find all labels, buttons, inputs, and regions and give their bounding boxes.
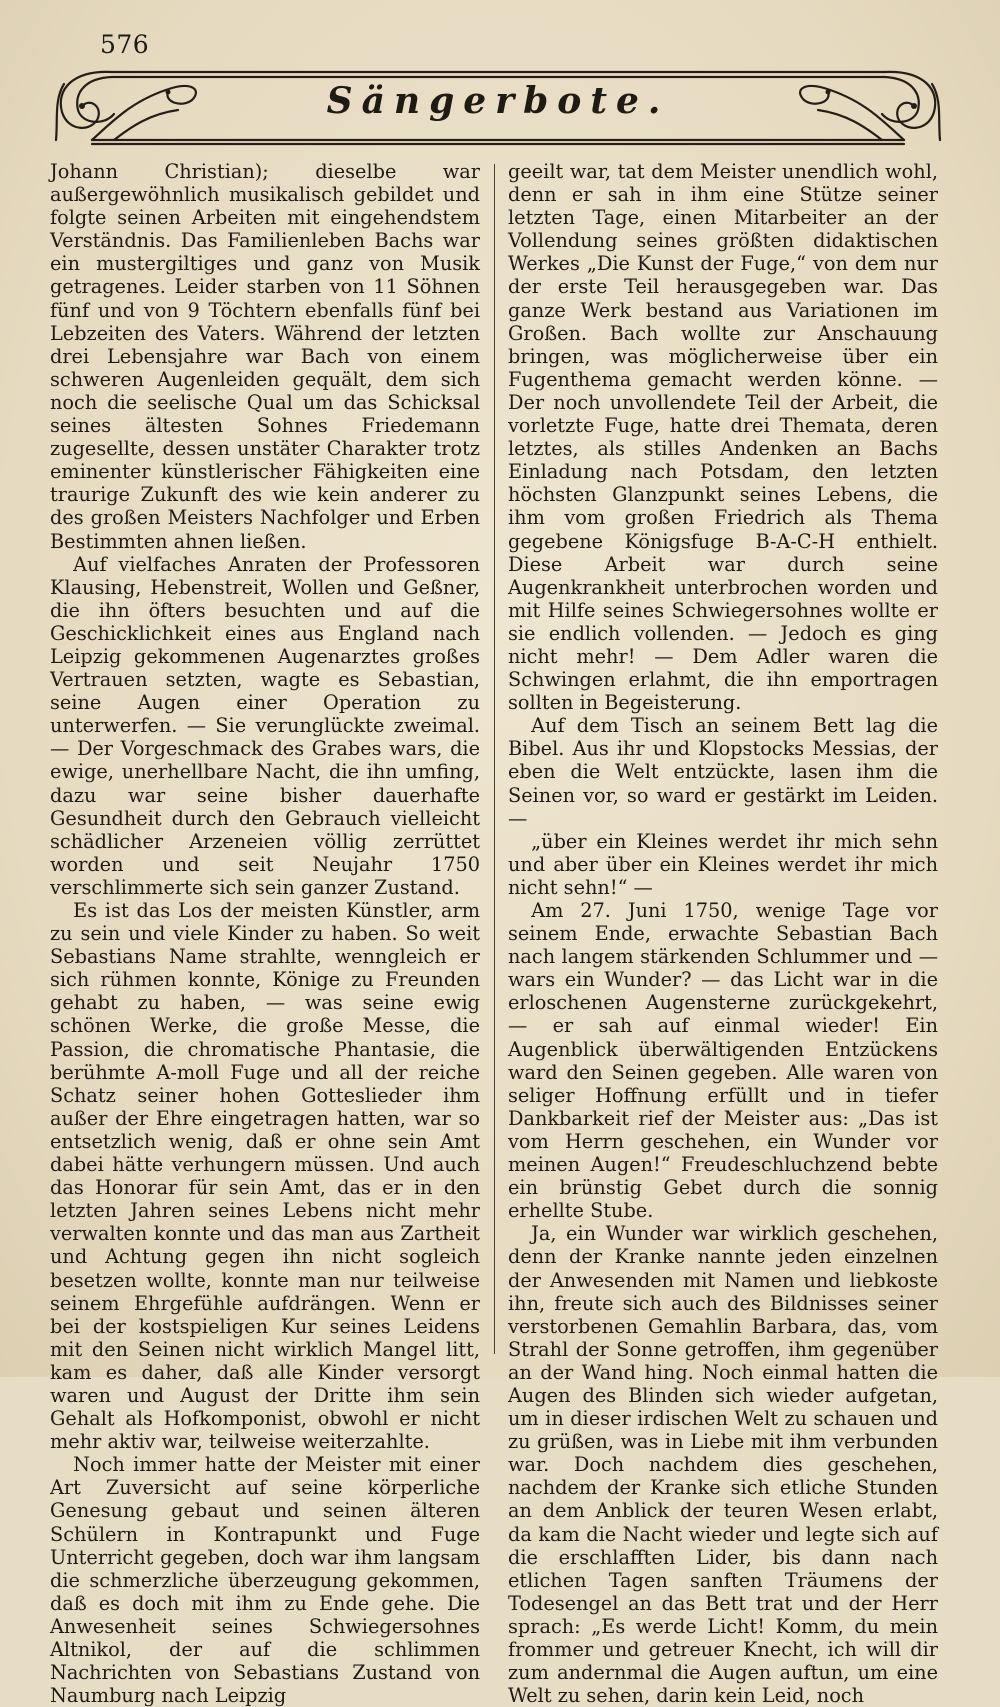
paragraph: Ja, ein Wunder war wirklich geschehen, denn der Kranke nannte jeden einzelnen der Anwesenden mit Namen und liebkoste ihn, freute sich auch des Bildnisses seiner verstorbenen Gemahlin Barbara, das, vom Strahl der Sonne getroffen, ihm gegenüber an der Wand hing. Noch einmal hatten die Augen des Blinden sich wieder aufgetan, um in dieser irdischen Welt zu schauen und zu grüßen, was in Liebe mit ihm verbunden war. Doch nachdem dies geschehen, nachdem der Kranke sich etliche Stunden an dem Anblick der teuren Wesen erlabt, da kam die Nacht wieder und legte sich auf die erschlafften Lider, bis dann nach etlichen Tagen sanften Träumens der Todesengel an das Bett trat und der Herr sprach: „Es werde Licht! Komm, du mein frommer und getreuer Knecht, ich will dir zum andernmal die Augen auftun, um eine Welt zu sehen, darin kein Leid, noch: [508, 1222, 938, 1707]
paragraph: Es ist das Los der meisten Künstler, arm zu sein und viele Kinder zu haben. So weit Sebastians Name strahlte, wenngleich er sich rühmen konnte, Könige zu Freunden gehabt zu haben, — was seine ewig schönen Werke, die große Messe, die Passion, die chromatische Phantasie, die berühmte A-moll Fuge und all der reiche Schatz seiner hohen Gotteslieder ihm außer der Ehre eingetragen hatten, war so entsetzlich wenig, daß er ohne sein Amt dabei hätte verhungern müssen. Und auch das Honorar für sein Amt, das er in den letzten Jahren seines Lebens nicht mehr verwalten konnte und das man aus Zartheit und Achtung gegen ihn nicht sogleich besetzen wollte, konnte man nur teilweise seinem Ehrgefühle aufdrängen. Wenn er bei der kostspieligen Kur seines Leidens mit den Seinen nicht wirklich Mangel litt, kam es daher, daß alle Kinder versorgt waren und August der Dritte ihm sein Gehalt als Hofkomponist, obwohl er nicht mehr aktiv war, teilweise weiterzahlte.: [50, 899, 480, 1454]
left-column: [50, 160, 480, 1707]
column-divider: [494, 164, 495, 1354]
paragraph: Am 27. Juni 1750, wenige Tage vor seinem Ende, erwachte Sebastian Bach nach langem stärkenden Schlummer und — wars ein Wunder? — das Licht war in die erloschenen Augensterne zurückgekehrt, — er sah auf einmal wieder! Ein Augenblick überwältigenden Entzückens ward den Seinen gegeben. Alle waren von seliger Hoffnung erfüllt und in tiefer Dankbarkeit rief der Meister aus: „Das ist vom Herrn geschehen, ein Wunder vor meinen Augen!“ Freudeschluchzend bebte ein brünstig Gebet durch die sonnig erhellte Stube.: [508, 899, 938, 1223]
masthead-title: Sängerbote.: [326, 80, 670, 122]
article-body: [50, 160, 946, 1707]
header-banner: [52, 60, 944, 146]
paragraph: Auf vielfaches Anraten der Professoren Klausing, Hebenstreit, Wollen und Geßner, die ihn öfters besuchten und auf die Geschicklichkeit eines aus England nach Leipzig gekommenen Augenarztes großes Vertrauen setzten, wagte es Sebastian, seine Augen einer Operation zu unterwerfen. — Sie verunglückte zweimal. — Der Vorgeschmack des Grabes wars, die ewige, unerhellbare Nacht, die ihn umfing, dazu war seine bisher dauerhafte Gesundheit durch den Gebrauch vielleicht schädlicher Arzeneien völlig zerrüttet worden und seit Neujahr 1750 verschlimmerte sich sein ganzer Zustand.: [50, 552, 480, 899]
paragraph: „über ein Kleines werdet ihr mich sehn und aber über ein Kleines werdet ihr mich nicht sehn!“ —: [508, 829, 938, 899]
paragraph: Noch immer hatte der Meister mit einer Art Zuversicht auf seine körperliche Genesung gebaut und seinen älteren Schülern in Kontrapunkt und Fuge Unterricht gegeben, doch war ihm langsam die schmerzliche überzeugung gekommen, daß es doch mit ihm zu Ende gehe. Die Anwesenheit seines Schwiegersohnes Altnikol, der auf die schlimmen Nachrichten von Sebastians Zustand von Naumburg nach Leipzig: [50, 1453, 480, 1707]
paragraph: Auf dem Tisch an seinem Bett lag die Bibel. Aus ihr und Klopstocks Messias, der eben die Welt entzückte, lasen ihm die Seinen vor, so ward er gestärkt im Leiden. —: [508, 714, 938, 830]
right-column: [508, 160, 938, 1707]
page-number: 576: [100, 30, 150, 59]
paragraph: Johann Christian); dieselbe war außergewöhnlich musikalisch gebildet und folgte seinen Arbeiten mit eingehendstem Verständnis. Das Familienleben Bachs war ein mustergiltiges und ganz von Musik getragenes. Leider starben von 11 Söhnen fünf und von 9 Töchtern ebenfalls fünf bei Lebzeiten des Vaters. Während der letzten drei Lebensjahre war Bach von einem schweren Augenleiden gequält, dem sich noch die seelische Qual um das Schicksal seines ältesten Sohnes Friedemann zugesellte, dessen unstäter Charakter trotz eminenter künstlerischer Fähigkeiten eine traurige Zukunft des wie kein anderer zu des großen Meisters Nachfolger und Erben Bestimmten ahnen ließen.: [50, 160, 480, 553]
paragraph: geeilt war, tat dem Meister unendlich wohl, denn er sah in ihm eine Stütze seiner letzten Tage, einen Mitarbeiter an der Vollendung seines größten didaktischen Werkes „Die Kunst der Fuge,“ von dem nur der erste Teil herausgegeben war. Das ganze Werk bestand aus Variationen im Großen. Bach wollte zur Anschauung bringen, was möglicherweise über ein Fugenthema gemacht werden könne. — Der noch unvollendete Teil der Arbeit, die vorletzte Fuge, hatte drei Themata, deren letztes, als stilles Andenken an Bachs Einladung nach Potsdam, den letzten höchsten Glanzpunkt seines Lebens, die ihm vom großen Friedrich als Thema gegebene Königsfuge B-A-C-H enthielt. Diese Arbeit war durch seine Augenkrankheit unterbrochen worden und mit Hilfe seines Schwiegersohnes wollte er sie endlich vollenden. — Jedoch es ging nicht mehr! — Dem Adler waren die Schwingen erlahmt, die ihn emportragen sollten in Begeisterung.: [508, 160, 938, 715]
